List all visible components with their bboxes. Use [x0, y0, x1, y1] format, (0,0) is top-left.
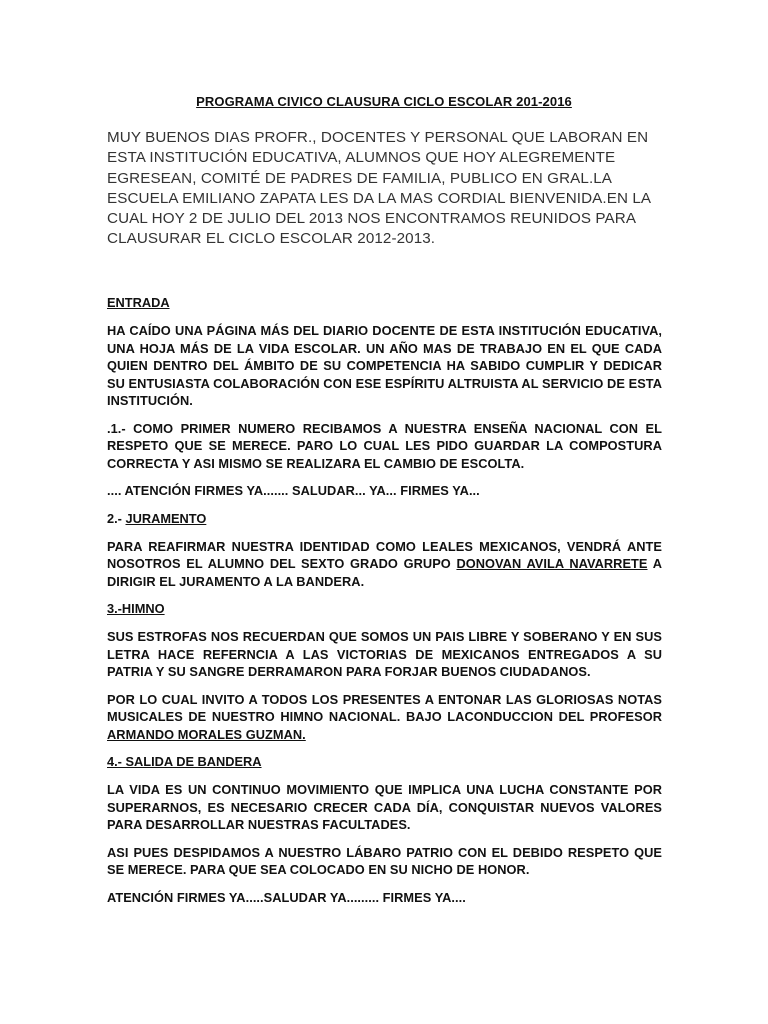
himno-heading: 3.-HIMNO	[107, 601, 165, 616]
juramento-text-after: A DIRIGIR EL JURAMENTO A LA BANDERA.	[107, 556, 662, 589]
document-title: PROGRAMA CIVICO CLAUSURA CICLO ESCOLAR 201-2016	[196, 94, 572, 109]
entrada-heading: ENTRADA	[107, 295, 170, 310]
juramento-number: 2.-	[107, 510, 126, 526]
himno-paragraph-2	[107, 691, 662, 744]
salida-heading: 4.- SALIDA DE BANDERA	[107, 754, 262, 769]
honores-command-2: ATENCIÓN FIRMES YA.....SALUDAR YA......... FIRMES YA....	[107, 889, 466, 905]
juramento-text-before: PARA REAFIRMAR NUESTRA IDENTIDAD COMO LEALES MEXICANOS, VENDRÁ ANTE NOSOTROS EL ALUMNO DEL SEXTO GRADO GRUPO	[107, 538, 662, 571]
himno-paragraph: SUS ESTROFAS NOS RECUERDAN QUE SOMOS UN PAIS LIBRE Y SOBERANO Y EN SUS LETRA HACE REFERNCIA A LAS VICTORIAS DE MEXICANOS ENTREGADOS A SU PATRIA Y SU SANGRE DERRAMARON PARA FORJAR BUENOS CIUDADANOS.	[107, 629, 662, 679]
juramento-heading	[107, 510, 662, 528]
punto-1-paragraph: .1.- COMO PRIMER NUMERO RECIBAMOS A NUESTRA ENSEÑA NACIONAL CON EL RESPETO QUE SE MERECE. PARO LO CUAL LES PIDO GUARDAR LA COMPOSTURA CORRECTA Y ASI MISMO SE REALIZARA EL CAMBIO DE ESCOLTA.	[107, 420, 662, 471]
juramento-title: JURAMENTO	[125, 510, 207, 526]
juramento-paragraph	[107, 538, 662, 591]
entrada-paragraph: HA CAÍDO UNA PÁGINA MÁS DEL DIARIO DOCENTE DE ESTA INSTITUCIÓN EDUCATIVA, UNA HOJA MÁS DE LA VIDA ESCOLAR. UN AÑO MAS DE TRABAJO EN EL QUE CADA QUIEN DENTRO DEL ÁMBITO DE SU COMPETENCIA HA SABIDO CUMPLIR Y DEDICAR SU ENTUSIASTA COLABORACIÓN CON ESE ESPÍRITU ALTRUISTA AL SERVICIO DE ESTA INSTITUCIÓN.	[107, 323, 662, 408]
welcome-paragraph: MUY BUENOS DIAS PROFR., DOCENTES Y PERSONAL QUE LABORAN EN ESTA INSTITUCIÓN EDUCATIVA, ALUMNOS QUE HOY ALEGREMENTE EGRESEAN, COMITÉ DE PADRES DE FAMILIA, PUBLICO EN GRAL.LA ESCUELA EMILIANO ZAPATA LES DA LA MAS CORDIAL BIENVENIDA.EN LA CUAL HOY 2 DE JULIO DEL 2013 NOS ENCONTRAMOS REUNIDOS PARA CLAUSURAR EL CICLO ESCOLAR 2012-2013.	[107, 129, 651, 248]
teacher-name: ARMANDO MORALES GUZMAN.	[107, 726, 306, 742]
program-body	[107, 294, 662, 916]
student-name: DONOVAN AVILA NAVARRETE	[456, 556, 648, 571]
honores-command-1: .... ATENCIÓN FIRMES YA....... SALUDAR... YA... FIRMES YA...	[107, 483, 480, 498]
salida-paragraph-2: ASI PUES DESPIDAMOS A NUESTRO LÁBARO PATRIO CON EL DEBIDO RESPETO QUE SE MERECE. PARA QUE SEA COLOCADO EN SU NICHO DE HONOR.	[107, 844, 662, 877]
himno-text-before: POR LO CUAL INVITO A TODOS LOS PRESENTES A ENTONAR LAS GLORIOSAS NOTAS MUSICALES DE NUESTRO HIMNO NACIONAL. BAJO LACONDUCCION DEL PROFESOR	[107, 691, 662, 724]
salida-paragraph: LA VIDA ES UN CONTINUO MOVIMIENTO QUE IMPLICA UNA LUCHA CONSTANTE POR SUPERARNOS, ES NECESARIO CRECER CADA DÍA, CONQUISTAR NUEVOS VALORES PARA DESARROLLAR NUESTRAS FACULTADES.	[107, 782, 662, 832]
